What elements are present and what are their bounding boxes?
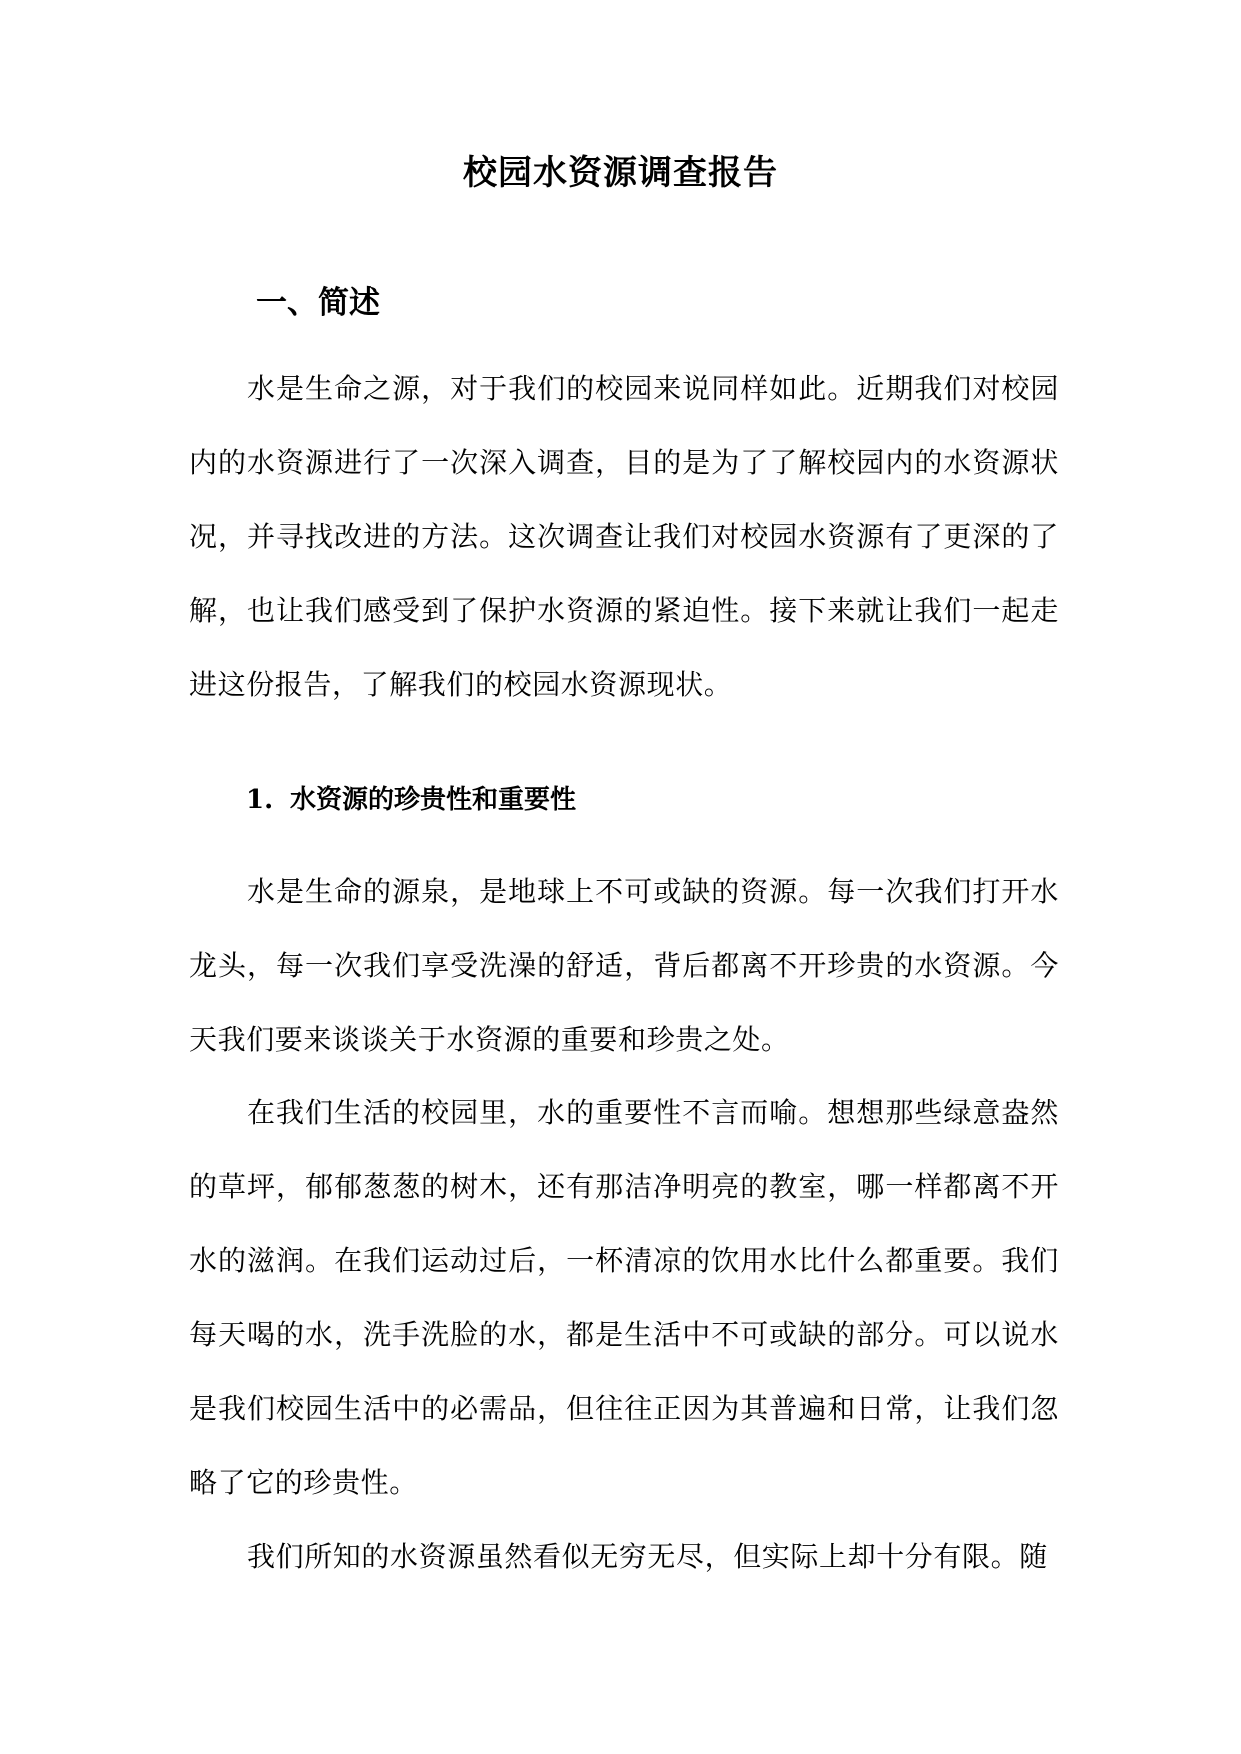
- body-paragraph: 水是生命的源泉，是地球上不可或缺的资源。每一次我们打开水龙头，每一次我们享受洗澡的舒适，背后都离不开珍贵的水资源。今天我们要来谈谈关于水资源的重要和珍贵之处。: [189, 875, 1059, 1056]
- section-heading-overview: 一、简述: [256, 285, 380, 321]
- subsection-title: 水资源的珍贵性和重要性: [290, 785, 577, 815]
- subsection-heading: [246, 780, 576, 820]
- document-title: 校园水资源调查报告: [463, 153, 778, 193]
- subsection-number: 1.: [246, 785, 274, 815]
- overview-paragraph: 水是生命之源，对于我们的校园来说同样如此。近期我们对校园内的水资源进行了一次深入调查，目的是为了了解校园内的水资源状况，并寻找改进的方法。这次调查让我们对校园水资源有了更深的了解，也让我们感受到了保护水资源的紧迫性。接下来就让我们一起走进这份报告，了解我们的校园水资源现状。: [189, 372, 1059, 701]
- body-paragraph: 我们所知的水资源虽然看似无穷无尽，但实际上却十分有限。随: [247, 1540, 1048, 1573]
- body-paragraph: 在我们生活的校园里，水的重要性不言而喻。想想那些绿意盎然的草坪，郁郁葱葱的树木，还有那洁净明亮的教室，哪一样都离不开水的滋润。在我们运动过后，一杯清凉的饮用水比什么都重要。我们每天喝的水，洗手洗脸的水，都是生活中不可或缺的部分。可以说水是我们校园生活中的必需品，但往往正因为其普遍和日常，让我们忽略了它的珍贵性。: [189, 1096, 1059, 1499]
